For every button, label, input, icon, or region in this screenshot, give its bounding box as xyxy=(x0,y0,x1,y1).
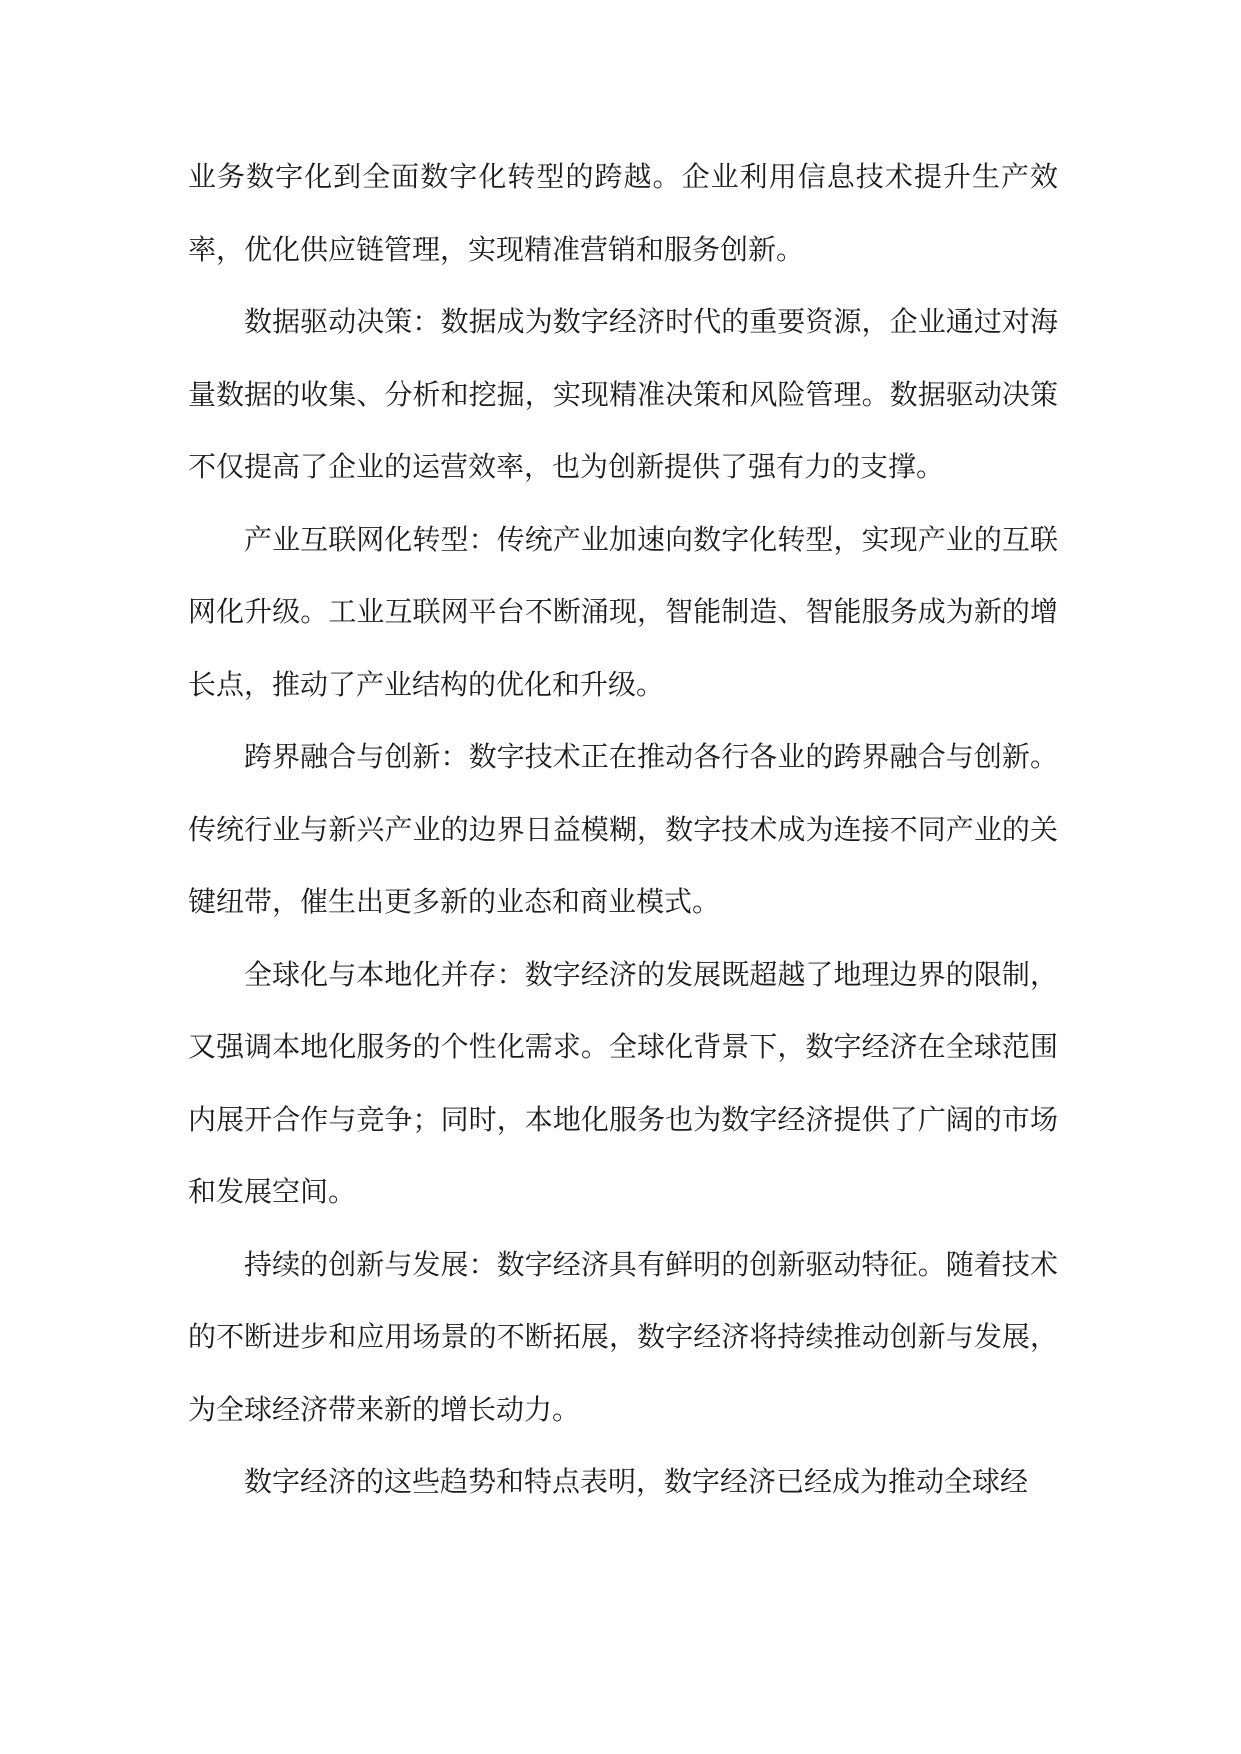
paragraph-cross-border-integration: 跨界融合与创新：数字技术正在推动各行各业的跨界融合与创新。传统行业与新兴产业的边界日益模糊，数字技术成为连接不同产业的关键纽带，催生出更多新的业态和商业模式。 xyxy=(188,740,1058,918)
paragraph-continuation: 业务数字化到全面数字化转型的跨越。企业利用信息技术提升生产效率，优化供应链管理，实现精准营销和服务创新。 xyxy=(188,160,1058,266)
paragraph-summary: 数字经济的这些趋势和特点表明，数字经济已经成为推动全球经 xyxy=(244,1465,1029,1498)
paragraph-globalization-localization: 全球化与本地化并存：数字经济的发展既超越了地理边界的限制，又强调本地化服务的个性化需求。全球化背景下，数字经济在全球范围内展开合作与竞争；同时，本地化服务也为数字经济提供了广阔的市场和发展空间。 xyxy=(188,957,1058,1208)
paragraph-industrial-internet: 产业互联网化转型：传统产业加速向数字化转型，实现产业的互联网化升级。工业互联网平台不断涌现，智能制造、智能服务成为新的增长点，推动了产业结构的优化和升级。 xyxy=(188,522,1058,701)
paragraph-continuous-innovation: 持续的创新与发展：数字经济具有鲜明的创新驱动特征。随着技术的不断进步和应用场景的不断拓展，数字经济将持续推动创新与发展，为全球经济带来新的增长动力。 xyxy=(188,1247,1058,1426)
body-text xyxy=(188,141,1058,1519)
paragraph-data-driven-decision: 数据驱动决策：数据成为数字经济时代的重要资源，企业通过对海量数据的收集、分析和挖掘，实现精准决策和风险管理。数据驱动决策不仅提高了企业的运营效率，也为创新提供了强有力的支撑。 xyxy=(188,305,1058,483)
